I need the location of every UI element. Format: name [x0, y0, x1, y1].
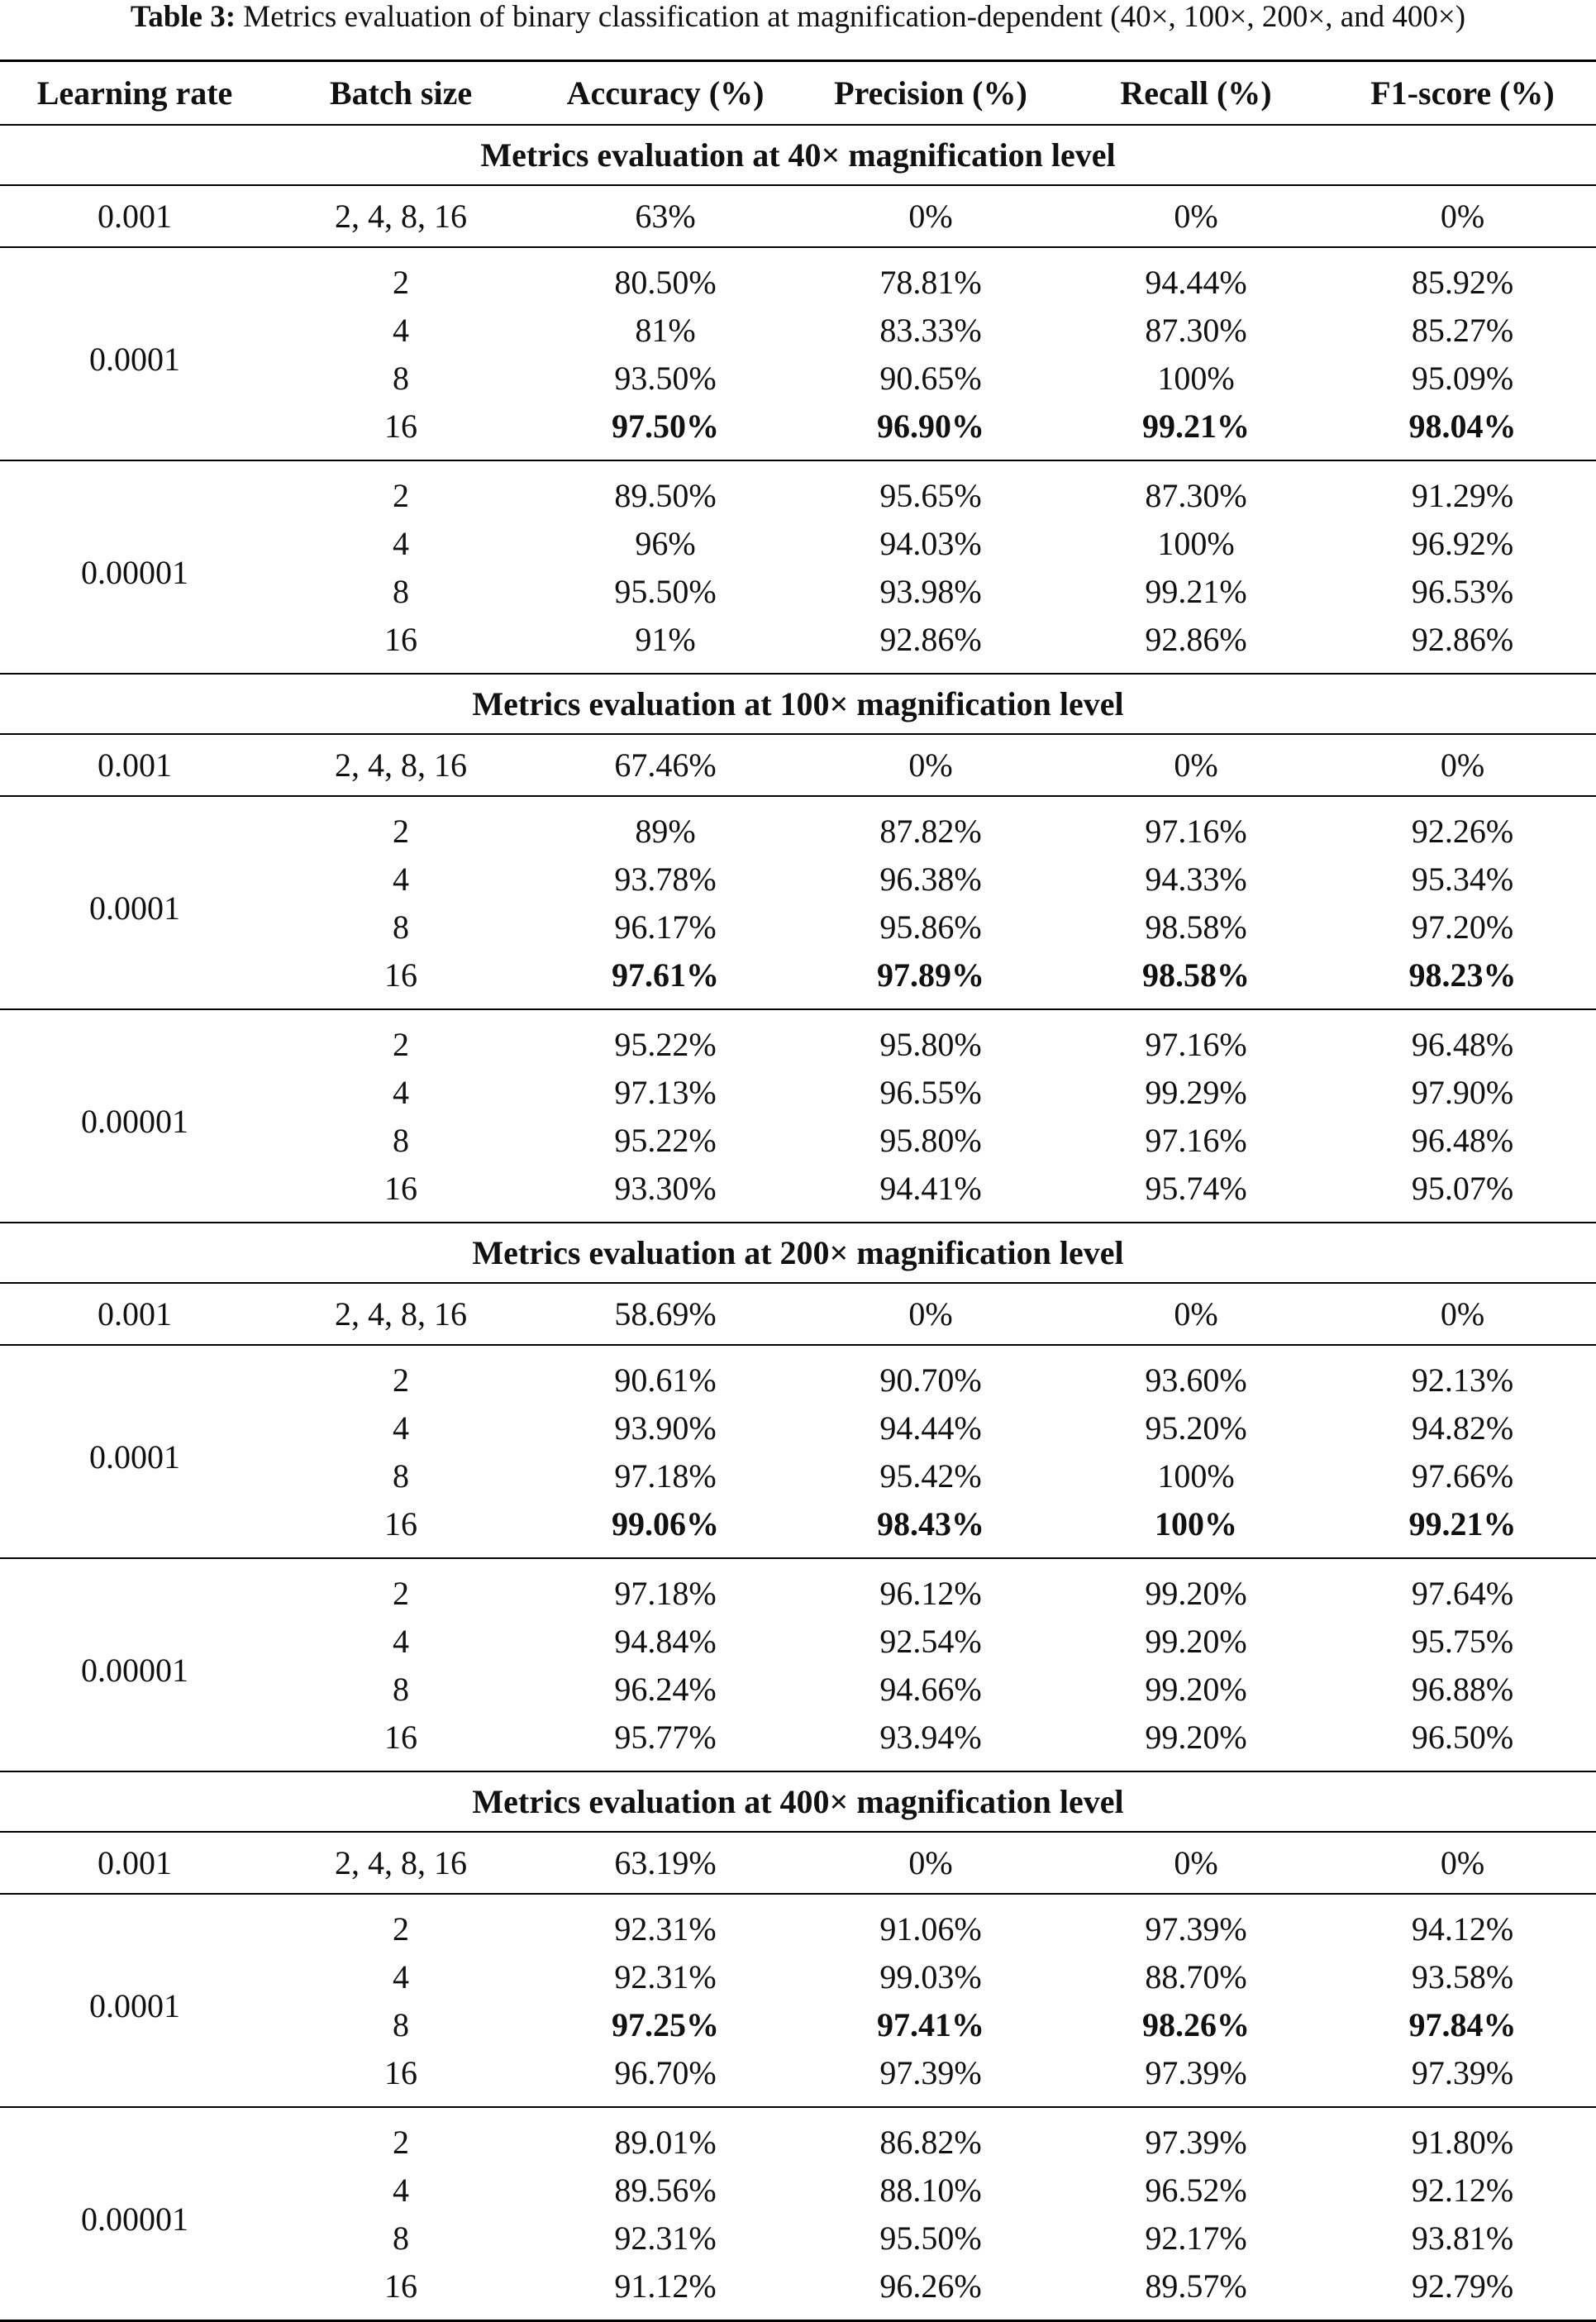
cell-precision: 94.66%: [879, 1670, 982, 1708]
cell-recall: 99.21%: [1145, 572, 1247, 610]
cell-batch-size: 2: [393, 1574, 409, 1612]
cell-recall: 0%: [1063, 734, 1329, 796]
cell-recall: 99.29%: [1145, 1073, 1247, 1111]
cell-precision: 83.33%: [879, 311, 982, 349]
cell-accuracy: 91%: [532, 615, 798, 674]
cell-batch-size: 8: [393, 572, 409, 610]
section-title-row: [0, 1771, 1596, 1832]
lr-group: [0, 796, 1596, 1009]
cell-learning-rate: 0.001: [0, 1283, 269, 1345]
header-recall: Recall (%): [1063, 61, 1329, 126]
cell-precision: 94.41%: [798, 1164, 1063, 1223]
header-f1-score: F1-score (%): [1329, 61, 1596, 126]
cell-f1-score: 0%: [1329, 185, 1596, 247]
cell-recall: 98.58%: [1063, 951, 1329, 1009]
cell-recall: 99.20%: [1063, 1713, 1329, 1771]
cell-recall: 92.17%: [1145, 2219, 1247, 2257]
cell-accuracy: 96.70%: [532, 2048, 798, 2107]
cell-precision: 93.94%: [798, 1713, 1063, 1771]
cell-batch-size: 16: [269, 2262, 532, 2321]
cell-precision: 0%: [798, 185, 1063, 247]
cell-precision: 86.82%: [879, 2123, 982, 2161]
cell-accuracy: 92.31%: [614, 2219, 717, 2257]
cell-precision: 87.82%: [879, 812, 982, 850]
cell-accuracy: 97.18%: [614, 1574, 717, 1612]
section-title-row: [0, 1223, 1596, 1283]
cell-f1-score: 94.12%: [1411, 1910, 1514, 1948]
cell-precision: 95.65%: [879, 476, 982, 514]
cell-accuracy: 97.50%: [532, 402, 798, 460]
cell-f1-score: 97.39%: [1329, 2048, 1596, 2107]
cell-recall: 94.33%: [1145, 860, 1247, 898]
cell-batch-size: 2: [393, 1025, 409, 1063]
cell-batch-size: 2, 4, 8, 16: [269, 1832, 532, 1894]
cell-batch-size: 8: [393, 908, 409, 946]
cell-precision: 95.42%: [879, 1457, 982, 1495]
section-0: [0, 125, 1596, 247]
cell-accuracy: 93.50%: [614, 359, 717, 397]
cell-batch-size: 2: [393, 2123, 409, 2161]
cell-precision: 94.44%: [879, 1409, 982, 1447]
cell-f1-score: 93.81%: [1411, 2219, 1514, 2257]
section-title: Metrics evaluation at 40× magnification level: [0, 125, 1596, 185]
cell-recall: 99.20%: [1145, 1670, 1247, 1708]
table-row: [0, 734, 1596, 796]
cell-accuracy: 58.69%: [532, 1283, 798, 1345]
cell-accuracy: 67.46%: [532, 734, 798, 796]
table-row: [0, 247, 1596, 306]
cell-accuracy: 96.24%: [614, 1670, 717, 1708]
cell-recall: 98.58%: [1145, 908, 1247, 946]
cell-accuracy: 95.22%: [614, 1121, 717, 1159]
cell-recall: 95.20%: [1145, 1409, 1247, 1447]
cell-batch-size: 2: [393, 1910, 409, 1948]
cell-accuracy: 92.31%: [614, 1957, 717, 1995]
cell-f1-score: 93.58%: [1411, 1957, 1514, 1995]
cell-precision: 0%: [798, 1283, 1063, 1345]
cell-recall: 96.52%: [1145, 2171, 1247, 2209]
cell-precision: 93.98%: [879, 572, 982, 610]
cell-precision: 97.39%: [798, 2048, 1063, 2107]
table-row: [0, 1832, 1596, 1894]
cell-accuracy: 89.50%: [614, 476, 717, 514]
cell-learning-rate: 0.00001: [0, 460, 269, 674]
section-title: Metrics evaluation at 100× magnification level: [0, 674, 1596, 734]
cell-batch-size: 8: [393, 1670, 409, 1708]
table-row: [0, 796, 1596, 855]
cell-recall: 0%: [1063, 185, 1329, 247]
cell-batch-size: 4: [393, 311, 409, 349]
cell-recall: 99.21%: [1063, 402, 1329, 460]
cell-accuracy: 95.50%: [614, 572, 717, 610]
cell-f1-score: 92.86%: [1329, 615, 1596, 674]
cell-batch-size: 16: [269, 1164, 532, 1223]
cell-f1-score: 0%: [1329, 734, 1596, 796]
cell-recall: 100%: [1157, 359, 1235, 397]
cell-batch-size: 16: [269, 1713, 532, 1771]
cell-accuracy: 63.19%: [532, 1832, 798, 1894]
cell-batch-size: 2, 4, 8, 16: [269, 185, 532, 247]
cell-accuracy: 96.17%: [614, 908, 717, 946]
section-title: Metrics evaluation at 200× magnification level: [0, 1223, 1596, 1283]
table-row: [0, 1345, 1596, 1404]
lr-group: [0, 1345, 1596, 1558]
cell-learning-rate: 0.00001: [0, 2107, 269, 2321]
cell-f1-score: 92.26%: [1411, 812, 1514, 850]
cell-f1-score: 95.09%: [1411, 359, 1514, 397]
cell-learning-rate: 0.00001: [0, 1558, 269, 1771]
section-title-row: [0, 674, 1596, 734]
section-3: [0, 1771, 1596, 1894]
cell-recall: 97.39%: [1145, 2123, 1247, 2161]
header-learning-rate: Learning rate: [0, 61, 269, 126]
cell-f1-score: 96.48%: [1411, 1121, 1514, 1159]
cell-accuracy: 93.78%: [614, 860, 717, 898]
cell-accuracy: 81%: [635, 311, 696, 349]
cell-batch-size: 4: [393, 1622, 409, 1660]
cell-accuracy: 95.22%: [614, 1025, 717, 1063]
cell-learning-rate: 0.00001: [0, 1009, 269, 1223]
cell-batch-size: 16: [269, 615, 532, 674]
cell-batch-size: 4: [393, 1073, 409, 1111]
cell-batch-size: 4: [393, 860, 409, 898]
section-title: Metrics evaluation at 400× magnification level: [0, 1771, 1596, 1832]
cell-batch-size: 2, 4, 8, 16: [269, 1283, 532, 1345]
caption-text: Metrics evaluation of binary classification at magnification-dependent (40×, 100×, 200×, and 400×): [243, 0, 1466, 34]
cell-precision: 96.26%: [798, 2262, 1063, 2321]
cell-batch-size: 2: [393, 263, 409, 301]
cell-precision: 88.10%: [879, 2171, 982, 2209]
cell-recall: 88.70%: [1145, 1957, 1247, 1995]
cell-recall: 98.26%: [1142, 2005, 1250, 2043]
cell-batch-size: 2: [393, 1361, 409, 1399]
header-precision: Precision (%): [798, 61, 1063, 126]
cell-recall: 87.30%: [1145, 476, 1247, 514]
cell-recall: 100%: [1157, 1457, 1235, 1495]
cell-f1-score: 96.50%: [1329, 1713, 1596, 1771]
cell-batch-size: 2: [393, 476, 409, 514]
cell-batch-size: 8: [393, 2219, 409, 2257]
cell-learning-rate: 0.0001: [0, 796, 269, 1009]
cell-precision: 95.86%: [879, 908, 982, 946]
cell-precision: 90.65%: [879, 359, 982, 397]
cell-f1-score: 85.92%: [1411, 263, 1514, 301]
cell-accuracy: 97.61%: [532, 951, 798, 1009]
cell-recall: 87.30%: [1145, 311, 1247, 349]
cell-precision: 96.55%: [879, 1073, 982, 1111]
cell-batch-size: 2, 4, 8, 16: [269, 734, 532, 796]
header-accuracy: Accuracy (%): [532, 61, 798, 126]
section-title-row: [0, 125, 1596, 185]
cell-f1-score: 94.82%: [1411, 1409, 1514, 1447]
cell-f1-score: 96.88%: [1411, 1670, 1514, 1708]
cell-f1-score: 92.79%: [1329, 2262, 1596, 2321]
table-row: [0, 2107, 1596, 2166]
cell-f1-score: 99.21%: [1329, 1500, 1596, 1558]
cell-recall: 89.57%: [1063, 2262, 1329, 2321]
cell-f1-score: 96.53%: [1411, 572, 1514, 610]
lr-group: [0, 460, 1596, 674]
cell-learning-rate: 0.0001: [0, 1345, 269, 1558]
cell-f1-score: 95.07%: [1329, 1164, 1596, 1223]
cell-accuracy: 94.84%: [614, 1622, 717, 1660]
cell-accuracy: 97.25%: [612, 2005, 719, 2043]
cell-accuracy: 90.61%: [614, 1361, 717, 1399]
cell-f1-score: 98.23%: [1329, 951, 1596, 1009]
cell-accuracy: 96%: [635, 524, 696, 562]
cell-learning-rate: 0.0001: [0, 247, 269, 460]
table-header: [0, 61, 1596, 126]
table-row: [0, 1283, 1596, 1345]
cell-precision: 98.43%: [798, 1500, 1063, 1558]
lr-group: [0, 247, 1596, 460]
cell-accuracy: 93.30%: [532, 1164, 798, 1223]
cell-batch-size: 8: [393, 359, 409, 397]
cell-recall: 97.16%: [1145, 812, 1247, 850]
cell-accuracy: 80.50%: [614, 263, 717, 301]
cell-recall: 92.86%: [1063, 615, 1329, 674]
cell-precision: 95.80%: [879, 1025, 982, 1063]
cell-precision: 0%: [798, 734, 1063, 796]
cell-f1-score: 0%: [1329, 1832, 1596, 1894]
cell-batch-size: 8: [393, 1457, 409, 1495]
cell-learning-rate: 0.001: [0, 1832, 269, 1894]
cell-f1-score: 97.84%: [1408, 2005, 1517, 2043]
cell-precision: 97.41%: [877, 2005, 984, 2043]
cell-f1-score: 97.64%: [1411, 1574, 1514, 1612]
cell-precision: 0%: [798, 1832, 1063, 1894]
cell-precision: 96.38%: [879, 860, 982, 898]
cell-batch-size: 4: [393, 1409, 409, 1447]
cell-recall: 95.74%: [1063, 1164, 1329, 1223]
cell-accuracy: 97.13%: [614, 1073, 717, 1111]
cell-recall: 93.60%: [1145, 1361, 1247, 1399]
cell-f1-score: 97.20%: [1411, 908, 1514, 946]
cell-batch-size: 4: [393, 524, 409, 562]
cell-recall: 97.16%: [1145, 1121, 1247, 1159]
cell-precision: 99.03%: [879, 1957, 982, 1995]
cell-recall: 97.39%: [1145, 1910, 1247, 1948]
cell-recall: 0%: [1063, 1832, 1329, 1894]
cell-learning-rate: 0.0001: [0, 1894, 269, 2107]
cell-accuracy: 89.56%: [614, 2171, 717, 2209]
cell-f1-score: 85.27%: [1411, 311, 1514, 349]
cell-f1-score: 96.92%: [1411, 524, 1514, 562]
cell-accuracy: 93.90%: [614, 1409, 717, 1447]
cell-learning-rate: 0.001: [0, 734, 269, 796]
table-caption: [0, 0, 1596, 35]
cell-precision: 90.70%: [879, 1361, 982, 1399]
cell-batch-size: 8: [393, 2005, 409, 2043]
cell-recall: 97.39%: [1063, 2048, 1329, 2107]
table-row: [0, 1009, 1596, 1068]
cell-f1-score: 91.80%: [1411, 2123, 1514, 2161]
cell-f1-score: 91.29%: [1411, 476, 1514, 514]
cell-f1-score: 95.34%: [1411, 860, 1514, 898]
cell-learning-rate: 0.001: [0, 185, 269, 247]
cell-accuracy: 91.12%: [532, 2262, 798, 2321]
cell-precision: 94.03%: [879, 524, 982, 562]
section-2: [0, 1223, 1596, 1345]
cell-batch-size: 16: [269, 1500, 532, 1558]
lr-group: [0, 1558, 1596, 1771]
cell-recall: 97.16%: [1145, 1025, 1247, 1063]
cell-recall: 100%: [1063, 1500, 1329, 1558]
cell-batch-size: 4: [393, 1957, 409, 1995]
metrics-table: [0, 60, 1596, 2322]
section-1: [0, 674, 1596, 796]
cell-batch-size: 4: [393, 2171, 409, 2209]
cell-f1-score: 92.12%: [1411, 2171, 1514, 2209]
cell-accuracy: 92.31%: [614, 1910, 717, 1948]
table-row: [0, 1894, 1596, 1952]
cell-recall: 94.44%: [1145, 263, 1247, 301]
cell-accuracy: 63%: [532, 185, 798, 247]
cell-accuracy: 89%: [635, 812, 696, 850]
cell-accuracy: 95.77%: [532, 1713, 798, 1771]
cell-batch-size: 8: [393, 1121, 409, 1159]
cell-f1-score: 92.13%: [1411, 1361, 1514, 1399]
table-row: [0, 185, 1596, 247]
cell-precision: 96.12%: [879, 1574, 982, 1612]
cell-batch-size: 16: [269, 402, 532, 460]
cell-f1-score: 96.48%: [1411, 1025, 1514, 1063]
cell-batch-size: 2: [393, 812, 409, 850]
cell-precision: 92.54%: [879, 1622, 982, 1660]
cell-accuracy: 89.01%: [614, 2123, 717, 2161]
header-batch-size: Batch size: [269, 61, 532, 126]
cell-precision: 96.90%: [798, 402, 1063, 460]
lr-group: [0, 1009, 1596, 1223]
cell-precision: 97.89%: [798, 951, 1063, 1009]
cell-precision: 95.50%: [879, 2219, 982, 2257]
cell-precision: 95.80%: [879, 1121, 982, 1159]
cell-batch-size: 16: [269, 951, 532, 1009]
cell-recall: 100%: [1157, 524, 1235, 562]
caption-label: Table 3:: [130, 0, 236, 34]
cell-recall: 99.20%: [1145, 1574, 1247, 1612]
cell-batch-size: 16: [269, 2048, 532, 2107]
cell-recall: 0%: [1063, 1283, 1329, 1345]
table-row: [0, 1558, 1596, 1617]
cell-f1-score: 97.66%: [1411, 1457, 1514, 1495]
cell-f1-score: 97.90%: [1411, 1073, 1514, 1111]
table-row: [0, 460, 1596, 519]
cell-accuracy: 99.06%: [532, 1500, 798, 1558]
lr-group: [0, 1894, 1596, 2107]
cell-precision: 91.06%: [879, 1910, 982, 1948]
cell-f1-score: 95.75%: [1411, 1622, 1514, 1660]
cell-precision: 78.81%: [879, 263, 982, 301]
cell-f1-score: 98.04%: [1329, 402, 1596, 460]
cell-accuracy: 97.18%: [614, 1457, 717, 1495]
lr-group: [0, 2107, 1596, 2321]
cell-precision: 92.86%: [798, 615, 1063, 674]
cell-recall: 99.20%: [1145, 1622, 1247, 1660]
cell-f1-score: 0%: [1329, 1283, 1596, 1345]
